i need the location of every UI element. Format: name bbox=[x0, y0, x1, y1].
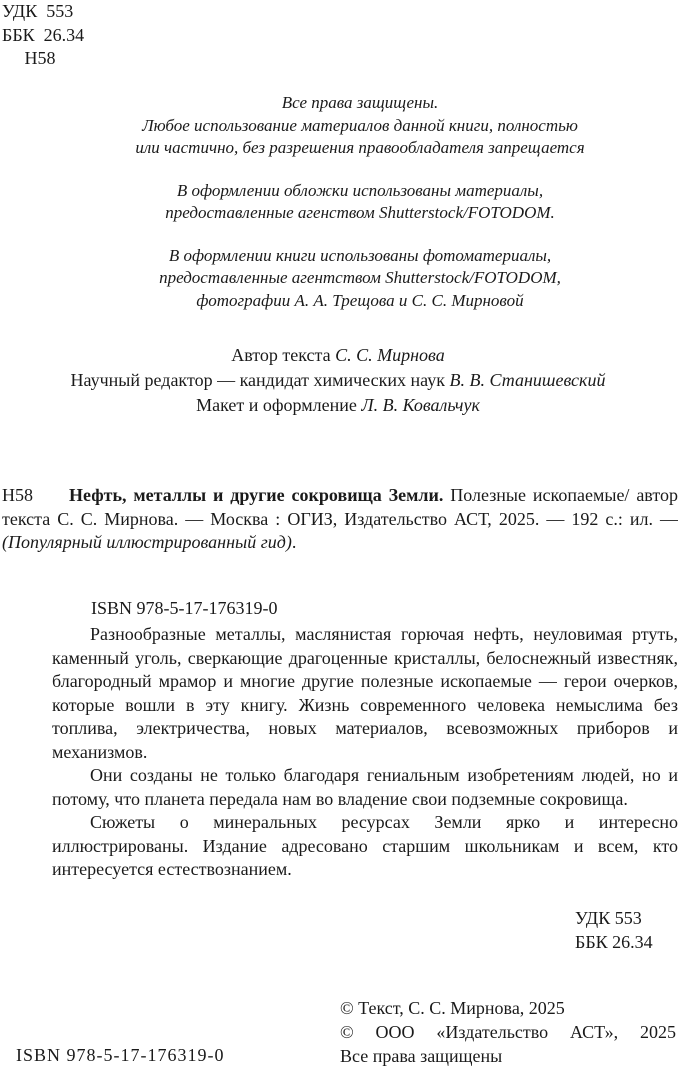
abstract-paragraph: Сюжеты о минеральных ресурсах Земли ярко и интересно иллюстрированы. Издание адресовано старшим школьникам и всем, кто интересуется естествознанием. bbox=[52, 812, 678, 879]
credit-line bbox=[20, 343, 656, 368]
copyright-block bbox=[340, 996, 676, 1068]
rights-notices bbox=[50, 92, 670, 332]
book-title: Нефть, металлы и другие сокровища Земли. bbox=[69, 485, 444, 505]
bibliographic-description: Н58 Нефть, металлы и другие сокровища Земли. Полезные ископаемые/ автор текста С. С. Мирнова. — Москва : ОГИЗ, Издательство АСТ, 2025. — 192 с.: ил. — (Популярный иллюстрированный гид). bbox=[2, 485, 678, 552]
bbk-code: ББК 26.34 bbox=[575, 932, 653, 952]
abstract-paragraph: Разнообразные металлы, маслянистая горючая нефть, неуловимая ртуть, каменный уголь, сверкающие драгоценные кристаллы, белоснежный известняк, благородный мрамор и многие другие полезные ископаемые — герои очерков, которые вошли в эту книгу. Жизнь современного человека немыслима без топлива, электричества, новых материалов, всевозможных приборов и механизмов. bbox=[52, 624, 678, 762]
rights-notice: Все права защищены. Любое использование материалов данной книги, полностью или частично, без разрешения правообладателя запрещается bbox=[135, 93, 585, 157]
book-series: (Популярный иллюстрированный гид) bbox=[2, 532, 292, 552]
credit-role: Научный редактор — кандидат химических наук bbox=[70, 370, 450, 390]
credit-name: С. С. Мирнова bbox=[335, 345, 445, 365]
biblio-mark: Н58 bbox=[2, 485, 33, 505]
abstract bbox=[52, 623, 678, 882]
classification-codes-top bbox=[2, 0, 84, 71]
credit-role: Макет и оформление bbox=[196, 395, 362, 415]
udk-code: УДК 553 bbox=[575, 908, 642, 928]
credit-name: Л. В. Ковальчук bbox=[361, 395, 480, 415]
copyright-line: © ООО «Издательство АСТ», 2025 bbox=[340, 1022, 676, 1042]
photo-credit-notice: В оформлении книги использованы фотоматериалы, предоставленные агентством Shutterstock/FOTODOM, фотографии А. А. Трещова и С. С. Мирновой bbox=[159, 245, 561, 310]
copyright-line: © Текст, С. С. Мирнова, 2025 bbox=[340, 998, 565, 1018]
credits-block bbox=[20, 343, 656, 418]
author-mark: Н58 bbox=[2, 48, 56, 68]
abstract-paragraph: Они созданы не только благодаря гениальным изобретениям людей, но и потому, что планета передала нам во владение свои подземные сокровища. bbox=[52, 765, 678, 809]
isbn-inline: ISBN 978-5-17-176319-0 bbox=[91, 598, 278, 618]
credit-line bbox=[20, 368, 656, 393]
udk-code: УДК 553 bbox=[2, 1, 74, 21]
copyright-line: Все права защищены bbox=[340, 1046, 503, 1066]
credit-role: Автор текста bbox=[231, 345, 336, 365]
bbk-code: ББК 26.34 bbox=[2, 24, 85, 45]
credit-name: В. В. Станишевский bbox=[449, 370, 606, 390]
cover-credit-notice: В оформлении обложки использованы материалы, предоставленные агенством Shutterstock/FOTODOM. bbox=[165, 180, 555, 222]
biblio-description: Полезные ископаемые/ автор текста С. С. Мирнова. — Москва : ОГИЗ, Издательство АСТ, 2025. — 192 с.: ил. — bbox=[2, 485, 678, 529]
isbn-bottom: ISBN 978-5-17-176319-0 bbox=[16, 1045, 225, 1065]
credit-line bbox=[20, 393, 656, 418]
classification-codes-bottom bbox=[575, 906, 653, 954]
